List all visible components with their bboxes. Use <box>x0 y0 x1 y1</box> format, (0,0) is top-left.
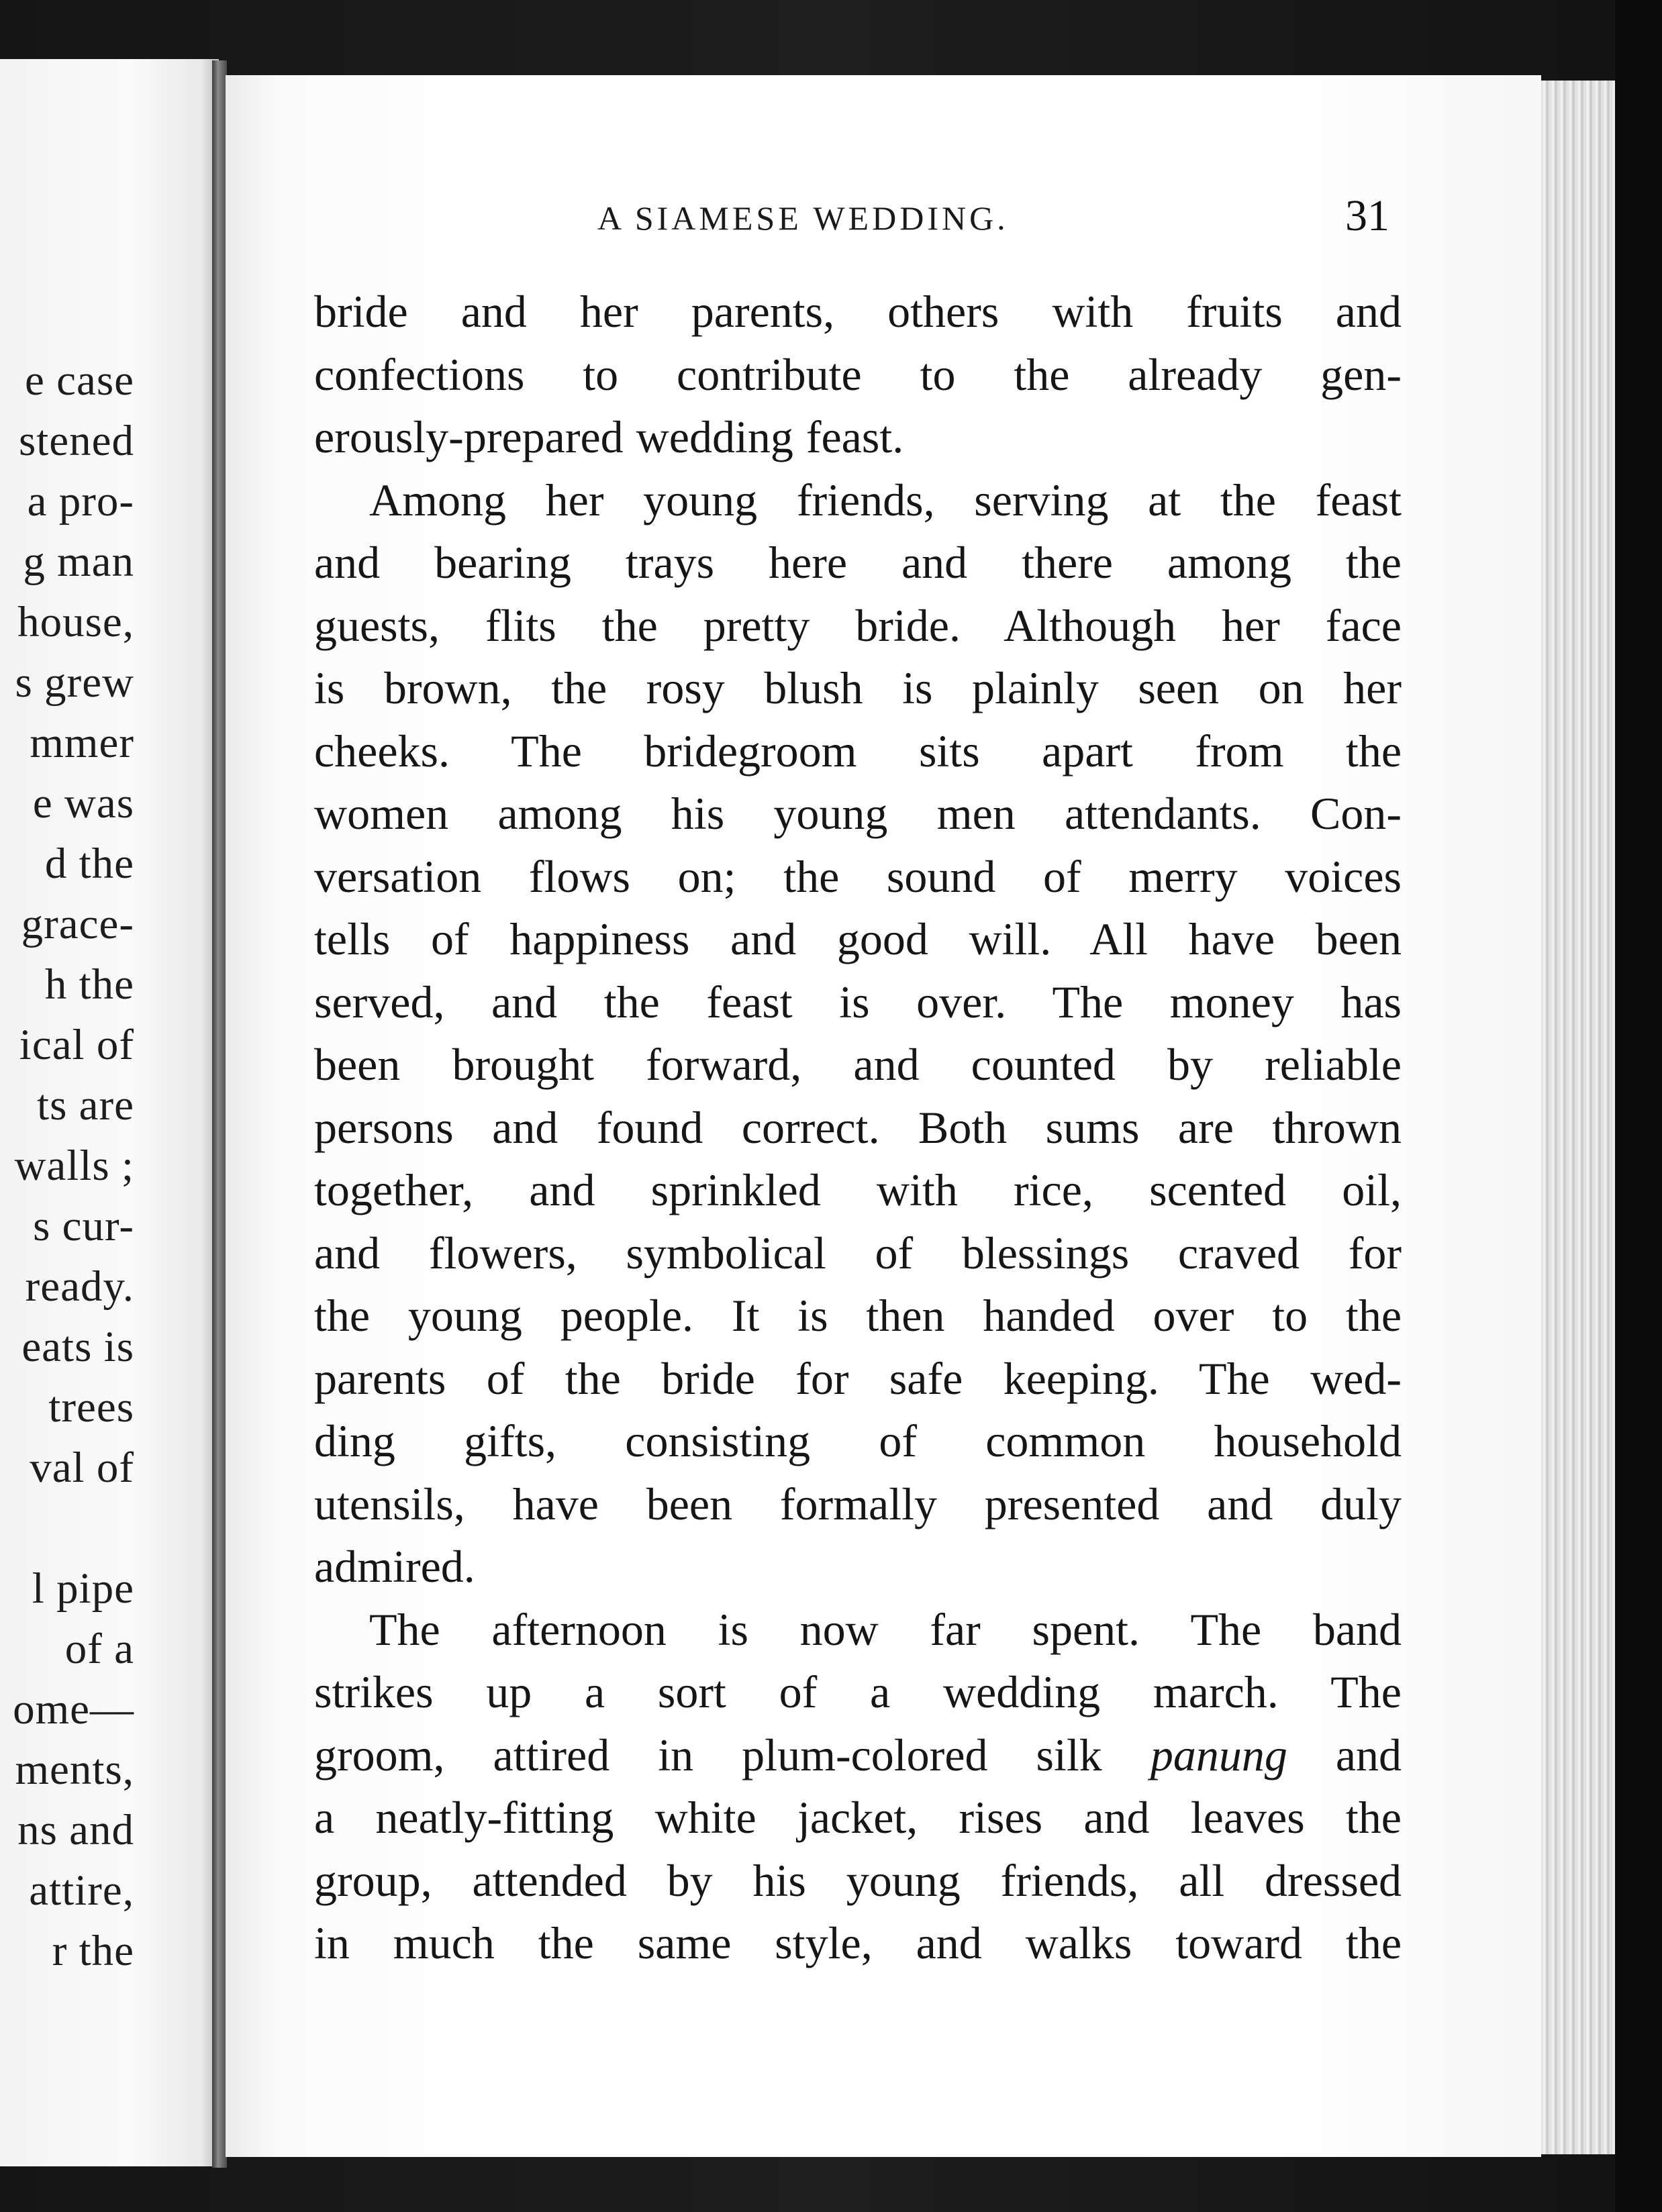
left-line: of a <box>64 1625 134 1673</box>
text-line: ding gifts, consisting of common household <box>314 1415 1402 1466</box>
book-gutter <box>212 60 227 2168</box>
text-line: parents of the bride for safe keeping. The wed- <box>314 1352 1402 1404</box>
left-line: ts are <box>37 1081 134 1129</box>
text-line: strikes up a sort of a wedding march. The <box>314 1666 1402 1717</box>
text-line: the young people. It is then handed over to the <box>314 1290 1402 1341</box>
text-line: and flowers, symbolical of blessings craved for <box>314 1227 1402 1278</box>
page-edges <box>1541 81 1615 2154</box>
text-line: group, attended by his young friends, all dressed <box>314 1854 1402 1906</box>
text-line: persons and found correct. Both sums are thrown <box>314 1101 1402 1153</box>
left-line: ical of <box>19 1021 134 1069</box>
page-number: 31 <box>1345 191 1389 240</box>
left-line: grace- <box>21 900 134 948</box>
text-line: guests, flits the pretty bride. Although her face <box>314 599 1402 651</box>
left-line: g man <box>23 538 134 586</box>
text-segment: and <box>1335 1729 1402 1780</box>
text-line: in much the same style, and walks toward the <box>314 1917 1402 1968</box>
text-line: Among her young friends, serving at the feast <box>369 474 1402 525</box>
text-line: versation flows on; the sound of merry voices <box>314 850 1402 902</box>
text-segment: groom, attired in plum-colored silk <box>314 1729 1102 1780</box>
text-line: utensils, have been formally presented and duly <box>314 1478 1402 1529</box>
left-line: e case <box>25 356 134 405</box>
left-line: ments, <box>15 1746 134 1794</box>
text-line: together, and sprinkled with rice, scented oil, <box>314 1164 1402 1215</box>
left-line: val of <box>30 1444 134 1492</box>
left-line: l pipe <box>32 1564 134 1613</box>
left-line: ns and <box>17 1806 134 1854</box>
body-text <box>314 281 1402 1975</box>
text-line: a neatly-fitting white jacket, rises and leaves the <box>314 1792 1402 1843</box>
text-line: erously-prepared wedding feast. <box>314 411 904 462</box>
left-line: r the <box>52 1927 134 1975</box>
text-line: confections to contribute to the already gen- <box>314 348 1402 400</box>
left-line: ready. <box>25 1262 134 1311</box>
text-line: women among his young men attendants. Con- <box>314 788 1402 839</box>
text-line: been brought forward, and counted by reliable <box>314 1039 1402 1090</box>
text-line: cheeks. The bridegroom sits apart from the <box>314 725 1402 776</box>
left-line: eats is <box>21 1323 134 1371</box>
text-line: bride and her parents, others with fruits and <box>314 286 1402 337</box>
italic-word: panung <box>1150 1729 1287 1780</box>
text-line: tells of happiness and good will. All have been <box>314 913 1402 964</box>
left-line: stened <box>18 417 134 465</box>
left-line: e was <box>32 779 134 827</box>
left-line: s grew <box>15 658 134 707</box>
left-line: house, <box>17 598 134 646</box>
left-page-fragment <box>0 59 219 2166</box>
left-line: mmer <box>30 719 134 767</box>
text-line: is brown, the rosy blush is plainly seen on her <box>314 662 1402 713</box>
left-line: d the <box>44 840 134 888</box>
text-line: and bearing trays here and there among the <box>314 537 1402 588</box>
text-line: served, and the feast is over. The money has <box>314 976 1402 1027</box>
running-head: A SIAMESE WEDDING. <box>597 199 1009 237</box>
scan-border <box>1615 0 1662 2212</box>
left-line: trees <box>48 1383 134 1431</box>
left-line: h the <box>44 960 134 1009</box>
text-line: The afternoon is now far spent. The band <box>369 1603 1402 1655</box>
text-line: admired. <box>314 1541 475 1592</box>
left-line: a pro- <box>27 477 134 525</box>
left-line: attire, <box>29 1866 134 1915</box>
left-line: s cur- <box>33 1202 134 1250</box>
text-line-with-italic <box>314 1724 1402 1787</box>
left-line: ome— <box>13 1685 134 1733</box>
left-line: walls ; <box>14 1142 134 1190</box>
